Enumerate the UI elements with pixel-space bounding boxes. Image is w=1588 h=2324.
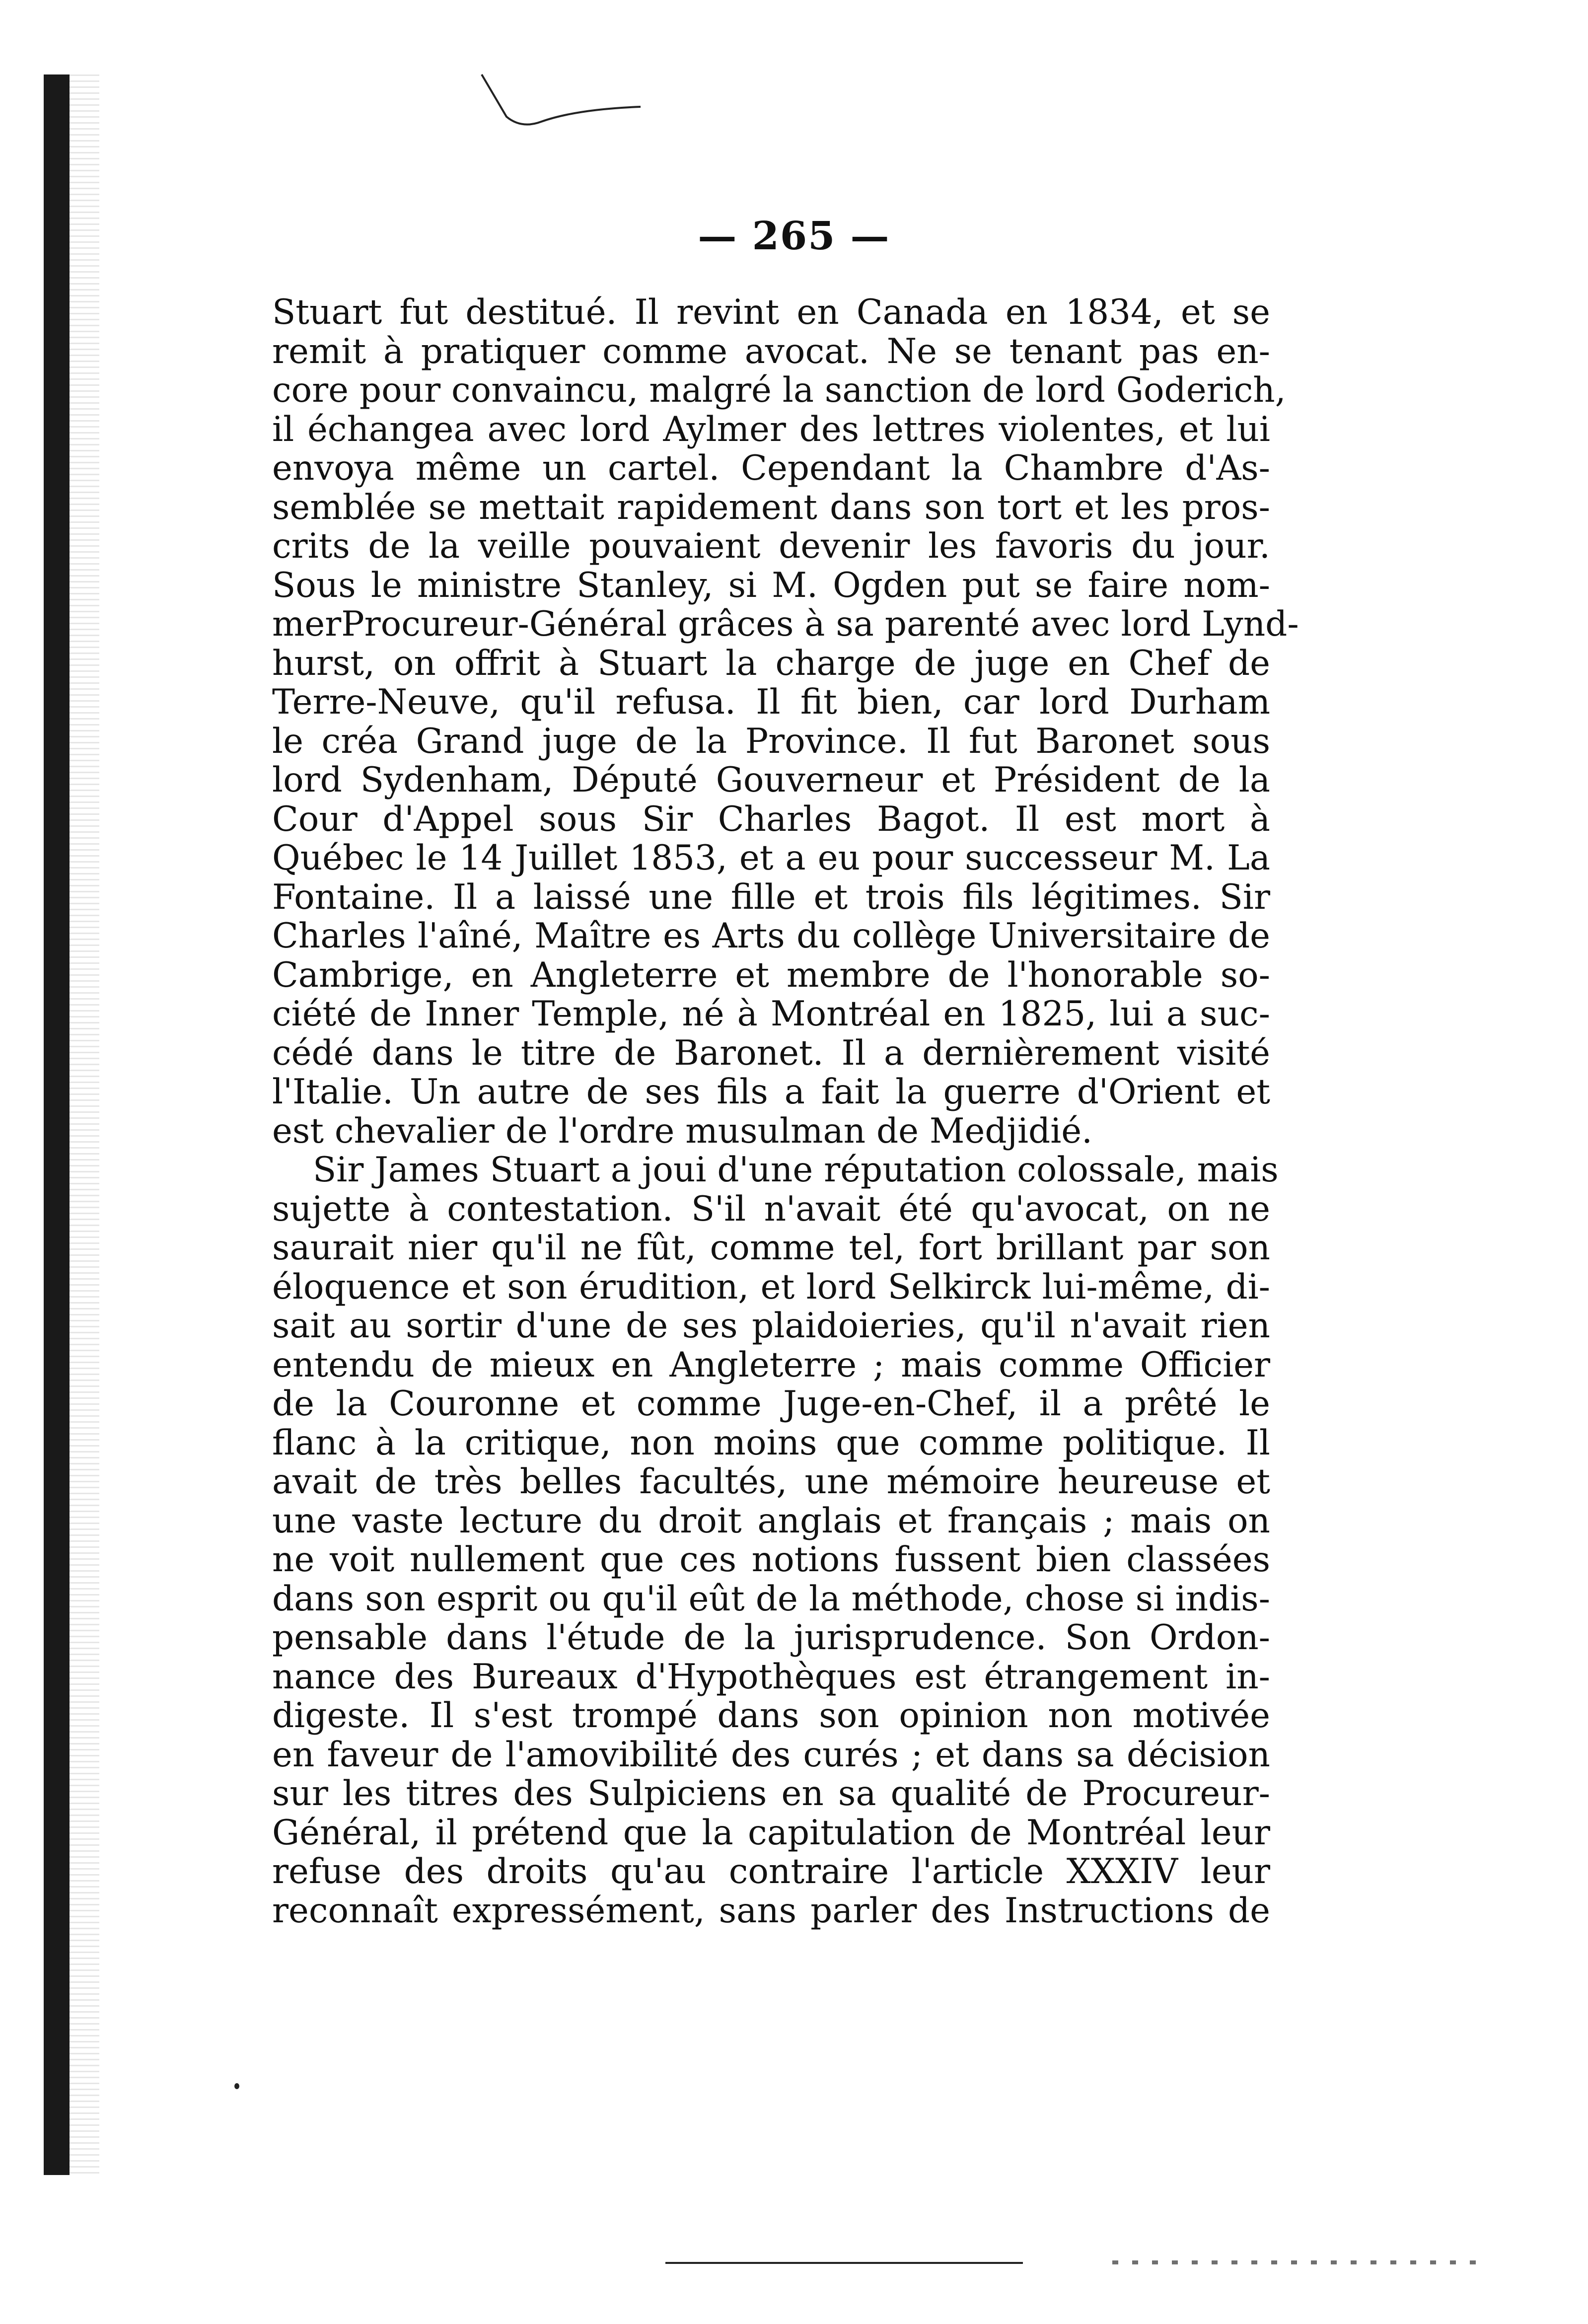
text-line: saurait nier qu'il ne fût, comme tel, fort brillant par son [272, 1228, 1270, 1268]
page-number: — 265 — [698, 214, 890, 259]
text-line: merProcureur-Général grâces à sa parenté avec lord Lynd- [272, 604, 1299, 644]
book-binding-shadow [44, 74, 70, 2175]
text-line: Cour d'Appel sous Sir Charles Bagot. Il est mort à [272, 799, 1270, 839]
text-line: hurst, on offrit à Stuart la charge de juge en Chef de [272, 643, 1270, 683]
text-line: remit à pratiquer comme avocat. Ne se tenant pas en- [272, 331, 1270, 371]
pen-stroke-mark [477, 70, 665, 149]
text-line: Cambrige, en Angleterre et membre de l'honorable so- [272, 955, 1270, 995]
text-line: sujette à contestation. S'il n'avait été qu'avocat, on ne [272, 1189, 1270, 1229]
text-line: dans son esprit ou qu'il eût de la méthode, chose si indis- [272, 1579, 1270, 1619]
text-line: éloquence et son érudition, et lord Selkirck lui-même, di- [272, 1267, 1270, 1307]
text-line: avait de très belles facultés, une mémoire heureuse et [272, 1462, 1270, 1502]
text-line: est chevalier de l'ordre musulman de Medjidié. [272, 1111, 1093, 1151]
text-line: de la Couronne et comme Juge-en-Chef, il a prêté le [272, 1384, 1270, 1424]
text-line: pensable dans l'étude de la jurisprudence. Son Ordon- [272, 1618, 1270, 1658]
text-line: une vaste lecture du droit anglais et français ; mais on [272, 1501, 1270, 1541]
text-line: Québec le 14 Juillet 1853, et a eu pour successeur M. La [272, 838, 1270, 878]
footer-rule [665, 2262, 1023, 2264]
text-line: reconnaît expressément, sans parler des Instructions de [272, 1890, 1270, 1931]
text-line: sur les titres des Sulpiciens en sa qualité de Procureur- [272, 1774, 1270, 1814]
text-line: cédé dans le titre de Baronet. Il a dernièrement visité [272, 1033, 1270, 1073]
text-line: Sir James Stuart a joui d'une réputation colossale, mais [313, 1150, 1279, 1190]
text-line: ciété de Inner Temple, né à Montréal en 1825, lui a suc- [272, 994, 1270, 1034]
text-line: il échangea avec lord Aylmer des lettres violentes, et lui [272, 409, 1270, 449]
text-line: ne voit nullement que ces notions fussent bien classées [272, 1540, 1270, 1580]
binding-scan-noise [70, 74, 99, 2175]
text-line: Fontaine. Il a laissé une fille et trois fils légitimes. Sir [272, 877, 1270, 917]
paragraph-2 [272, 1150, 1279, 1931]
text-line: semblée se mettait rapidement dans son tort et les pros- [272, 487, 1270, 527]
text-line: flanc à la critique, non moins que comme politique. Il [272, 1423, 1270, 1463]
text-line: crits de la veille pouvaient devenir les favoris du jour. [272, 526, 1270, 566]
body-text [272, 292, 1299, 1931]
text-line: lord Sydenham, Député Gouverneur et Président de la [272, 760, 1270, 800]
text-line: en faveur de l'amovibilité des curés ; et dans sa décision [272, 1735, 1270, 1775]
text-line: l'Italie. Un autre de ses fils a fait la guerre d'Orient et [272, 1072, 1270, 1112]
text-line: Général, il prétend que la capitulation de Montréal leur [272, 1813, 1270, 1853]
text-line: core pour convaincu, malgré la sanction de lord Goderich, [272, 370, 1286, 410]
text-line: nance des Bureaux d'Hypothèques est étrangement in- [272, 1657, 1270, 1697]
text-line: sait au sortir d'une de ses plaidoieries, qu'il n'avait rien [272, 1306, 1270, 1346]
text-line: digeste. Il s'est trompé dans son opinion non motivée [272, 1696, 1270, 1736]
text-line: Stuart fut destitué. Il revint en Canada en 1834, et se [272, 292, 1270, 332]
text-line: Charles l'aîné, Maître es Arts du collège Universitaire de [272, 916, 1270, 956]
paragraph-1 [272, 292, 1299, 1151]
text-line: Sous le ministre Stanley, si M. Ogden put se faire nom- [272, 565, 1270, 605]
text-line: entendu de mieux en Angleterre ; mais comme Officier [272, 1345, 1270, 1385]
text-line: envoya même un cartel. Cependant la Chambre d'As- [272, 448, 1270, 488]
ink-speck [234, 2083, 239, 2089]
text-line: refuse des droits qu'au contraire l'article XXXIV leur [272, 1852, 1270, 1891]
footer-scan-dashes [1112, 2260, 1480, 2264]
text-line: Terre-Neuve, qu'il refusa. Il fit bien, car lord Durham [272, 682, 1270, 722]
text-line: le créa Grand juge de la Province. Il fut Baronet sous [272, 721, 1270, 761]
